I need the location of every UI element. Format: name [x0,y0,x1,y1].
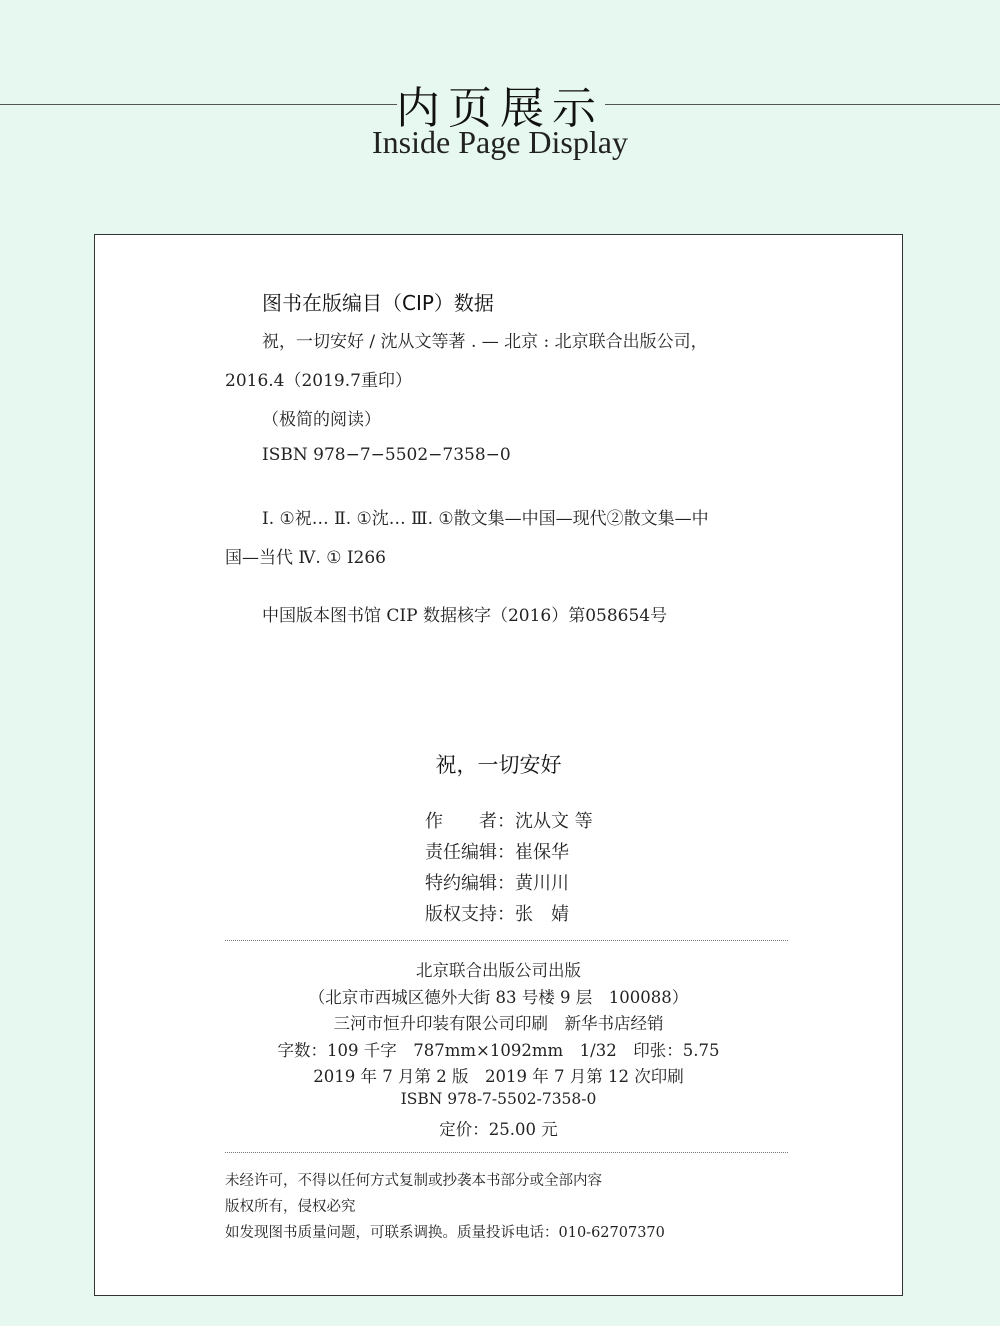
cip-line-1: 祝，一切安好 / 沈从文等著 . — 北京 : 北京联合出版公司， [262,332,708,352]
isbn-line: ISBN 978-7-5502-7358-0 [400,1090,597,1108]
cip-heading: 图书在版编目（CIP）数据 [262,291,494,315]
banner-title-en: Inside Page Display [372,124,628,160]
notice-line-3: 如发现图书质量问题，可联系调换。质量投诉电话：010-62707370 [225,1225,665,1241]
publisher-line: 北京联合出版公司出版 [416,961,581,980]
cip-classification-1: Ⅰ. ①祝… Ⅱ. ①沈… Ⅲ. ①散文集—中国—现代②散文集—中 [262,509,709,529]
edition-line: 2019 年 7 月第 2 版 2019 年 7 月第 12 次印刷 [313,1067,684,1086]
cip-line-3: （极简的阅读） [262,410,381,430]
credit-rights [425,900,569,926]
banner-title-zh: 内页展示 [396,83,604,134]
price-line: 定价：25.00 元 [439,1120,558,1139]
notice-line-2: 版权所有，侵权必究 [225,1199,356,1215]
cip-record-number: 中国版本图书馆 CIP 数据核字（2016）第058654号 [262,606,668,626]
dotted-divider-bottom [225,1152,788,1153]
notice-line-1: 未经许可，不得以任何方式复制或抄袭本书部分或全部内容 [225,1173,602,1189]
credit-label: 版权支持： [425,904,515,925]
credit-label: 作 者： [425,811,515,832]
dotted-divider-top [225,940,788,941]
copyright-page [94,234,903,1296]
credit-editor [425,838,569,864]
cip-isbn: ISBN 978−7−5502−7358−0 [262,445,511,465]
credit-special-editor [425,869,569,895]
credit-value: 崔保华 [515,842,569,863]
credit-value: 沈从文 等 [515,811,593,832]
credit-label: 责任编辑： [425,842,515,863]
cip-classification-2: 国—当代 Ⅳ. ① I266 [225,548,387,568]
credit-value: 张 婧 [515,904,569,925]
credit-author [425,807,593,833]
format-line: 字数：109 千字 787mm×1092mm 1/32 印张：5.75 [277,1041,720,1060]
book-title: 祝，一切安好 [435,753,562,777]
banner-header [0,0,1000,200]
cip-line-2: 2016.4（2019.7重印） [225,371,412,391]
credit-label: 特约编辑： [425,873,515,894]
publisher-address: （北京市西城区德外大街 83 号楼 9 层 100088） [308,988,689,1007]
printer-line: 三河市恒升印装有限公司印刷 新华书店经销 [333,1014,664,1033]
credit-value: 黄川川 [515,873,569,894]
